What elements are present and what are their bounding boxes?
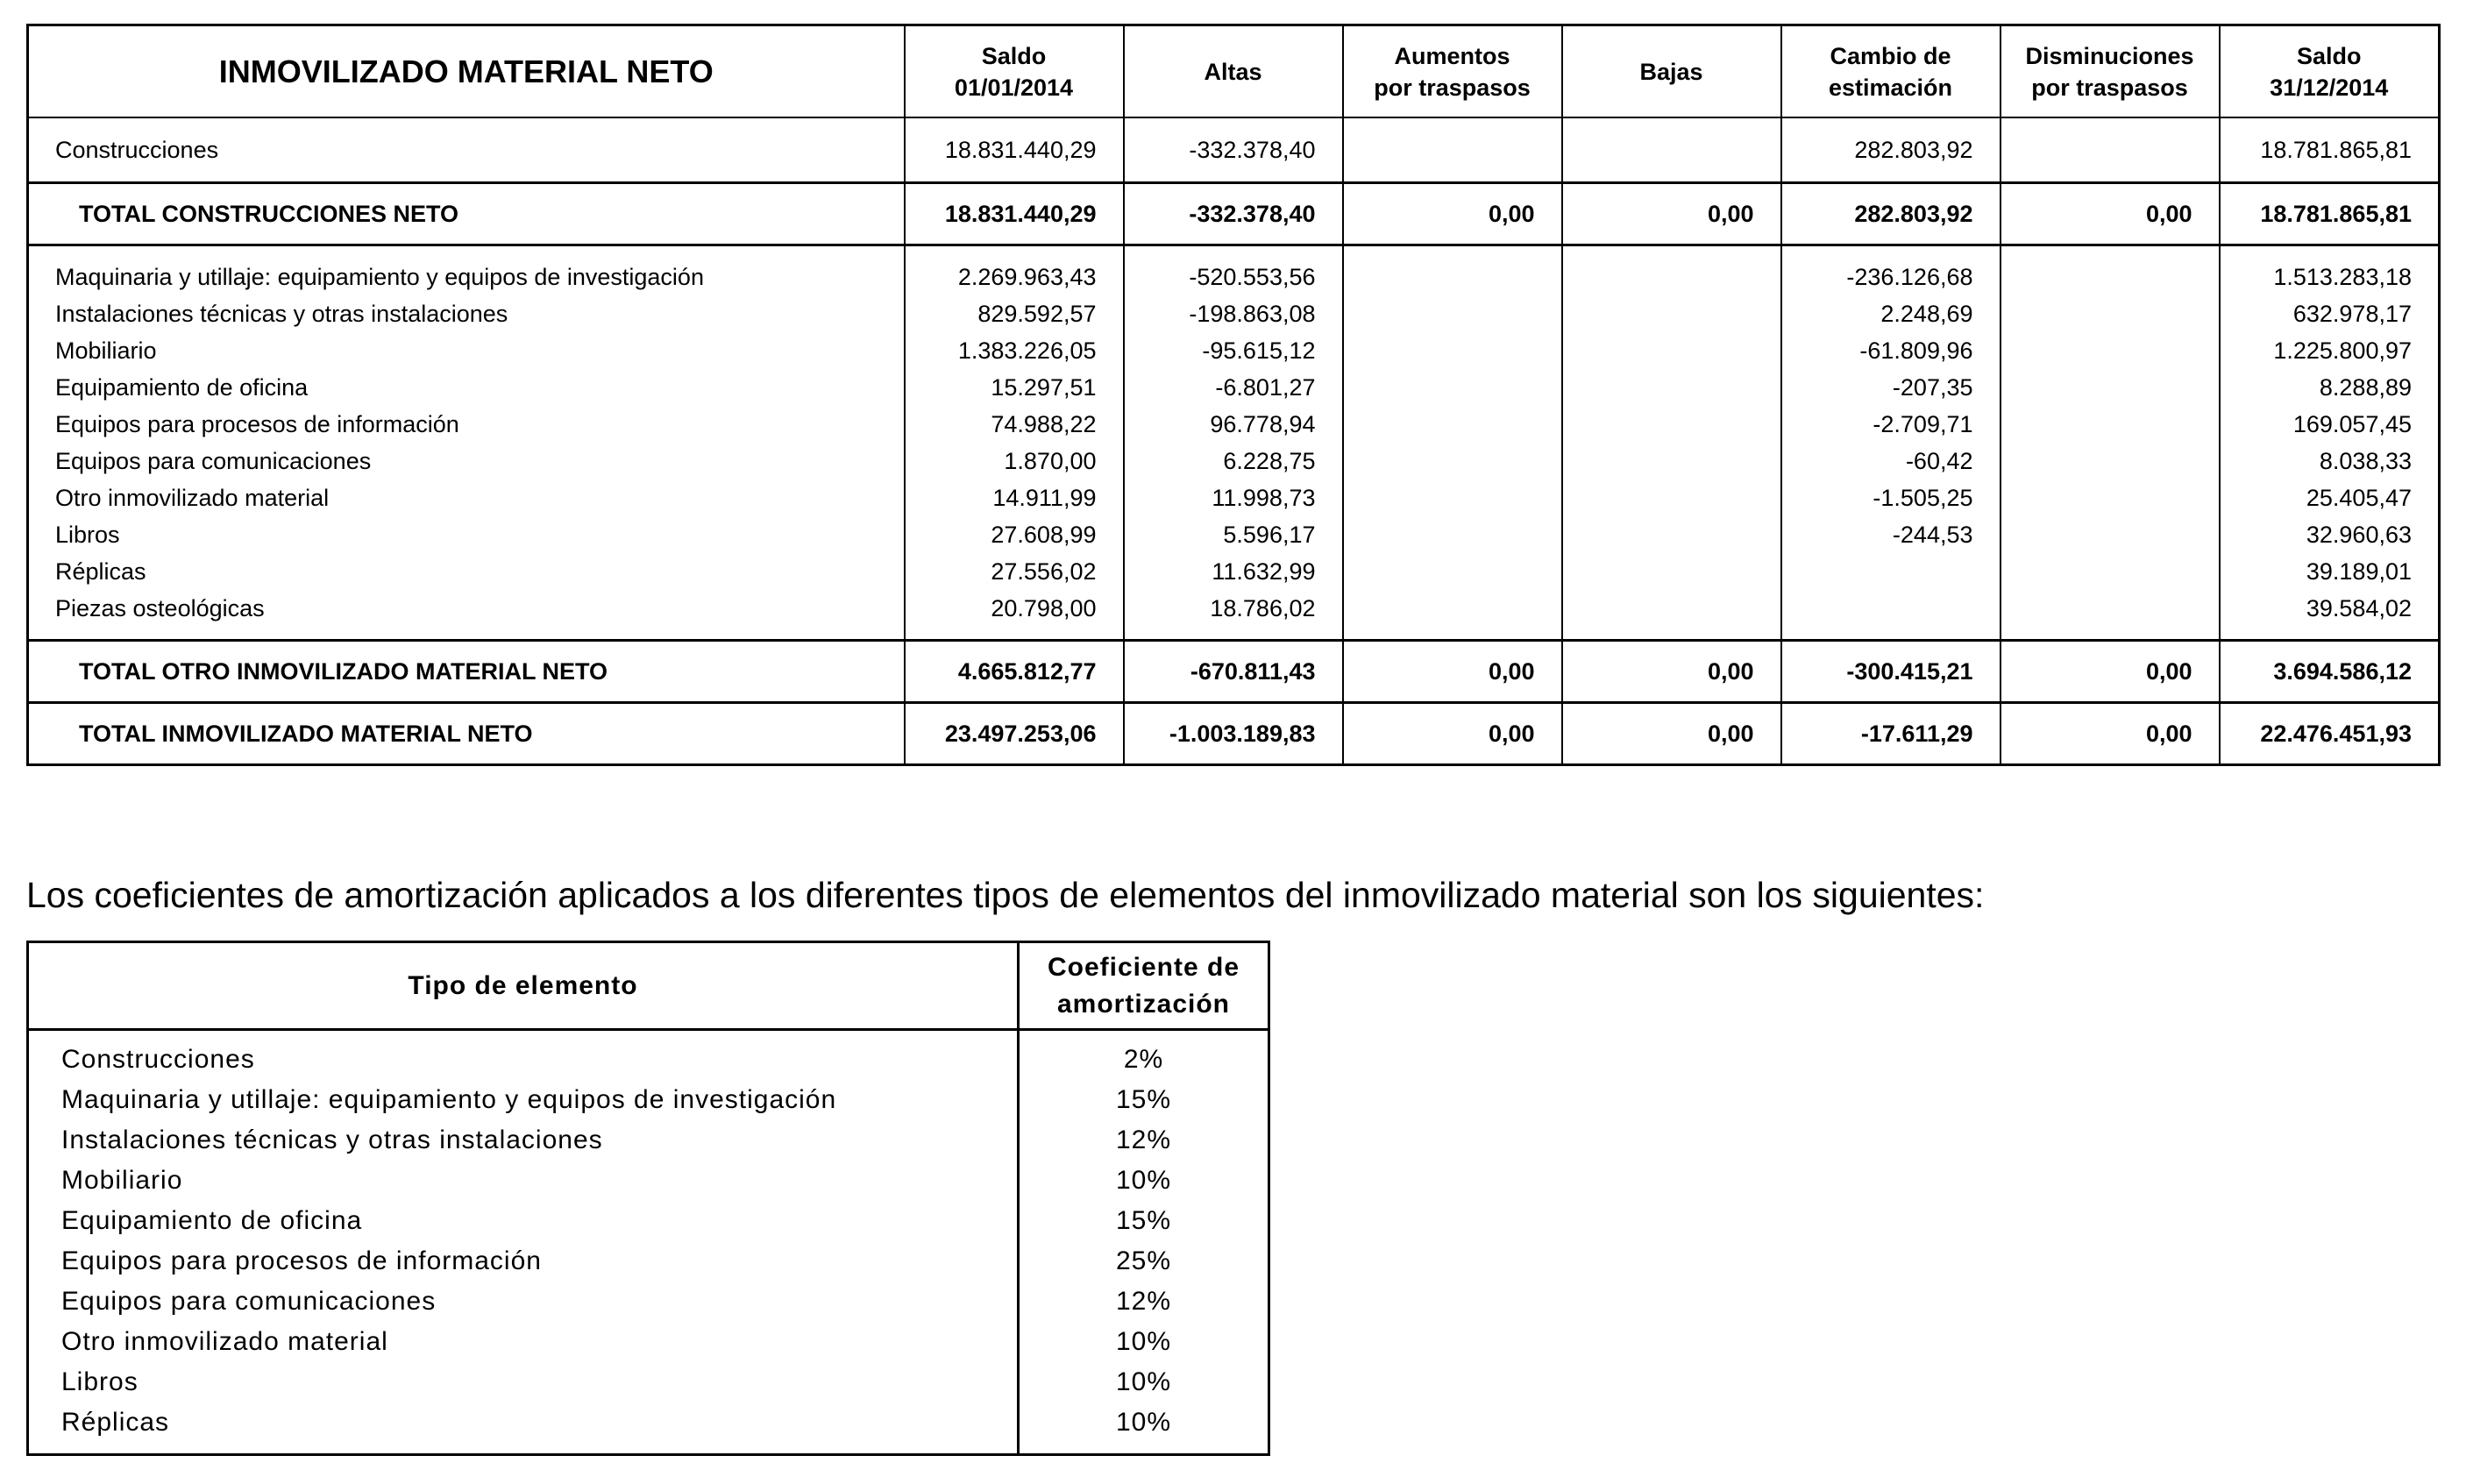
cell-altas: 6.228,75 [1124,443,1343,479]
cell-disminuciones [2001,516,2220,553]
cell-altas: 5.596,17 [1124,516,1343,553]
cell-saldo-final: 632.978,17 [2220,295,2440,332]
cell-saldo-final: 8.038,33 [2220,443,2440,479]
cell-altas: -332.378,40 [1124,183,1343,245]
cell-disminuciones [2001,479,2220,516]
total-label: TOTAL INMOVILIZADO MATERIAL NETO [28,703,905,765]
coeficientes-table [26,941,1270,1456]
cell-cambio: -17.611,29 [1781,703,2001,765]
cell-disminuciones [2001,369,2220,406]
element-type: Libros [28,1362,1019,1402]
element-coeficiente: 10% [1019,1161,1269,1201]
cell-altas: -670.811,43 [1124,641,1343,703]
intro-paragraph: Los coeficientes de amortización aplicados a los diferentes tipos de elementos del inmovilizado material son los siguientes: [26,875,1985,915]
col-header-line: amortización [1056,989,1231,1019]
cell-saldo-final: 22.476.451,93 [2220,703,2440,765]
element-type: Mobiliario [28,1161,1019,1201]
inmovilizado-table [26,24,2441,766]
table-row [28,1322,1269,1362]
row-label: Construcciones [28,117,905,183]
total-row [28,641,2440,703]
cell-cambio: -244,53 [1781,516,2001,553]
row-label: Otro inmovilizado material [28,479,905,516]
cell-saldo-inicial: 4.665.812,77 [905,641,1124,703]
cell-altas: -332.378,40 [1124,117,1343,183]
cell-cambio: 2.248,69 [1781,295,2001,332]
row-label: Mobiliario [28,332,905,369]
cell-aumentos [1343,245,1562,296]
cell-altas: 18.786,02 [1124,590,1343,641]
cell-cambio: -60,42 [1781,443,2001,479]
table-row [28,590,2440,641]
row-label: Equipos para procesos de información [28,406,905,443]
cell-saldo-inicial: 1.383.226,05 [905,332,1124,369]
row-label: Maquinaria y utillaje: equipamiento y equipos de investigación [28,245,905,296]
col-header-line: 01/01/2014 [954,74,1074,101]
col-header-line: Disminuciones [2025,42,2194,69]
cell-disminuciones [2001,443,2220,479]
cell-cambio [1781,553,2001,590]
cell-aumentos [1343,332,1562,369]
cell-saldo-inicial: 14.911,99 [905,479,1124,516]
cell-altas: -198.863,08 [1124,295,1343,332]
cell-saldo-final: 32.960,63 [2220,516,2440,553]
table-row [28,1161,1269,1201]
element-coeficiente: 15% [1019,1080,1269,1120]
element-coeficiente: 15% [1019,1201,1269,1241]
element-type: Réplicas [28,1402,1019,1455]
cell-cambio: -61.809,96 [1781,332,2001,369]
cell-bajas [1562,332,1781,369]
table-row [28,1030,1269,1081]
cell-cambio [1781,590,2001,641]
row-label: Libros [28,516,905,553]
cell-bajas: 0,00 [1562,703,1781,765]
cell-aumentos: 0,00 [1343,641,1562,703]
element-coeficiente: 10% [1019,1402,1269,1455]
cell-disminuciones [2001,590,2220,641]
element-type: Instalaciones técnicas y otras instalaciones [28,1120,1019,1161]
element-type: Maquinaria y utillaje: equipamiento y equipos de investigación [28,1080,1019,1120]
table-row [28,117,2440,183]
table-row [28,1402,1269,1455]
cell-saldo-final: 39.189,01 [2220,553,2440,590]
row-label: Equipamiento de oficina [28,369,905,406]
cell-bajas [1562,443,1781,479]
table-row [28,1282,1269,1322]
cell-aumentos [1343,553,1562,590]
table-row [28,369,2440,406]
cell-saldo-final: 18.781.865,81 [2220,183,2440,245]
cell-disminuciones: 0,00 [2001,703,2220,765]
col-header-aumentos [1343,25,1562,118]
col-header-line: Coeficiente de [1047,952,1240,982]
cell-bajas: 0,00 [1562,183,1781,245]
cell-disminuciones [2001,332,2220,369]
cell-disminuciones [2001,406,2220,443]
cell-saldo-inicial: 829.592,57 [905,295,1124,332]
cell-aumentos [1343,295,1562,332]
col-header-line: Saldo [2296,42,2362,69]
cell-saldo-inicial: 27.556,02 [905,553,1124,590]
col-header-saldo-inicial [905,25,1124,118]
cell-cambio: -1.505,25 [1781,479,2001,516]
col-header-coeficiente [1019,942,1269,1030]
col-header-saldo-final [2220,25,2440,118]
cell-bajas: 0,00 [1562,641,1781,703]
cell-altas: -1.003.189,83 [1124,703,1343,765]
table-row [28,332,2440,369]
element-coeficiente: 12% [1019,1120,1269,1161]
cell-cambio: -236.126,68 [1781,245,2001,296]
table-row [28,1201,1269,1241]
col-header-line: 31/12/2014 [2270,74,2389,101]
total-row [28,703,2440,765]
cell-saldo-final: 18.781.865,81 [2220,117,2440,183]
cell-aumentos [1343,406,1562,443]
element-type: Equipamiento de oficina [28,1201,1019,1241]
cell-cambio: -300.415,21 [1781,641,2001,703]
cell-saldo-inicial: 27.608,99 [905,516,1124,553]
table-row [28,479,2440,516]
row-label: Réplicas [28,553,905,590]
cell-aumentos [1343,443,1562,479]
col-header-tipo: Tipo de elemento [28,942,1019,1030]
table-row [28,1120,1269,1161]
cell-saldo-inicial: 23.497.253,06 [905,703,1124,765]
table-row [28,406,2440,443]
element-type: Otro inmovilizado material [28,1322,1019,1362]
header-row [28,942,1269,1030]
table-row [28,1362,1269,1402]
cell-saldo-inicial: 2.269.963,43 [905,245,1124,296]
col-header-disminuciones [2001,25,2220,118]
cell-saldo-inicial: 74.988,22 [905,406,1124,443]
cell-disminuciones [2001,553,2220,590]
col-header-line: Cambio de [1830,42,1951,69]
cell-bajas [1562,516,1781,553]
cell-bajas [1562,590,1781,641]
cell-saldo-inicial: 15.297,51 [905,369,1124,406]
cell-cambio: 282.803,92 [1781,183,2001,245]
cell-cambio: 282.803,92 [1781,117,2001,183]
cell-bajas [1562,369,1781,406]
cell-cambio: -207,35 [1781,369,2001,406]
cell-cambio: -2.709,71 [1781,406,2001,443]
cell-aumentos [1343,117,1562,183]
table-row [28,516,2440,553]
cell-disminuciones [2001,295,2220,332]
cell-saldo-final: 1.513.283,18 [2220,245,2440,296]
cell-saldo-final: 169.057,45 [2220,406,2440,443]
cell-altas: 11.632,99 [1124,553,1343,590]
table-row [28,553,2440,590]
cell-aumentos [1343,516,1562,553]
cell-aumentos [1343,590,1562,641]
cell-altas: -6.801,27 [1124,369,1343,406]
col-header-line: Aumentos [1394,42,1510,69]
col-header-line: por traspasos [2031,74,2188,101]
row-label: Instalaciones técnicas y otras instalaciones [28,295,905,332]
table-title: INMOVILIZADO MATERIAL NETO [28,25,905,118]
cell-saldo-inicial: 18.831.440,29 [905,117,1124,183]
total-row [28,183,2440,245]
cell-bajas [1562,245,1781,296]
cell-aumentos [1343,479,1562,516]
cell-bajas [1562,295,1781,332]
cell-saldo-inicial: 18.831.440,29 [905,183,1124,245]
element-coeficiente: 10% [1019,1362,1269,1402]
cell-altas: 11.998,73 [1124,479,1343,516]
cell-bajas [1562,406,1781,443]
cell-saldo-inicial: 1.870,00 [905,443,1124,479]
cell-disminuciones: 0,00 [2001,641,2220,703]
element-type: Equipos para comunicaciones [28,1282,1019,1322]
element-type: Construcciones [28,1030,1019,1081]
cell-altas: -520.553,56 [1124,245,1343,296]
col-header-line: estimación [1828,74,1953,101]
table-row [28,443,2440,479]
row-label: Equipos para comunicaciones [28,443,905,479]
cell-saldo-final: 3.694.586,12 [2220,641,2440,703]
cell-disminuciones: 0,00 [2001,183,2220,245]
cell-disminuciones [2001,117,2220,183]
cell-disminuciones [2001,245,2220,296]
cell-aumentos: 0,00 [1343,703,1562,765]
total-label: TOTAL CONSTRUCCIONES NETO [28,183,905,245]
cell-altas: -95.615,12 [1124,332,1343,369]
cell-saldo-final: 8.288,89 [2220,369,2440,406]
cell-bajas [1562,553,1781,590]
cell-saldo-final: 25.405,47 [2220,479,2440,516]
col-header-cambio [1781,25,2001,118]
cell-saldo-final: 39.584,02 [2220,590,2440,641]
element-coeficiente: 2% [1019,1030,1269,1081]
header-row [28,25,2440,118]
cell-bajas [1562,479,1781,516]
table-row [28,245,2440,296]
table-row [28,1080,1269,1120]
table-row [28,295,2440,332]
col-header-line: Saldo [981,42,1047,69]
element-type: Equipos para procesos de información [28,1241,1019,1282]
total-label: TOTAL OTRO INMOVILIZADO MATERIAL NETO [28,641,905,703]
element-coeficiente: 10% [1019,1322,1269,1362]
cell-saldo-final: 1.225.800,97 [2220,332,2440,369]
col-header-altas: Altas [1124,25,1343,118]
table-row [28,1241,1269,1282]
cell-saldo-inicial: 20.798,00 [905,590,1124,641]
cell-bajas [1562,117,1781,183]
cell-altas: 96.778,94 [1124,406,1343,443]
col-header-line: por traspasos [1374,74,1531,101]
cell-aumentos: 0,00 [1343,183,1562,245]
cell-aumentos [1343,369,1562,406]
col-header-bajas: Bajas [1562,25,1781,118]
element-coeficiente: 25% [1019,1241,1269,1282]
element-coeficiente: 12% [1019,1282,1269,1322]
row-label: Piezas osteológicas [28,590,905,641]
